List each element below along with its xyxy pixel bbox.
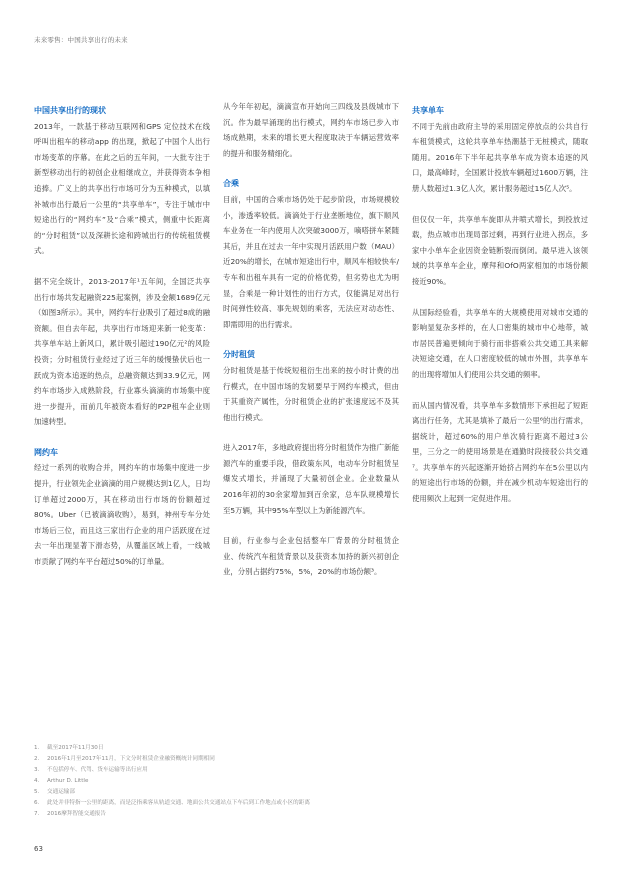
- section-heading-bike-sharing: 共享单车: [412, 106, 444, 115]
- paragraph: 从今年年初起，滴滴宣布开始向三四线及县级城市下沉。作为最早涌现的出行模式，网约车市场已步入市场成熟期，未来的增长更大程度取决于车辆运营效率的提升和服务精细化。: [223, 102, 399, 158]
- paragraph: 从国际经验看，共享单车的大规模使用对城市交通的影响显复杂多样的，在人口密集的城市中心地带，城市居民普遍更倾向于骑行而非搭乘公共交通工具来解决短途交通，在人口密度较低的城市外围，共享单车的出现将增加人们使用公共交通的频率。: [412, 307, 588, 379]
- footnote: 3. 不包括停车、代驾、货车运输等出行应用: [34, 767, 148, 773]
- footnotes: [34, 743, 594, 820]
- section-heading-ride-hailing: 网约车: [34, 447, 58, 457]
- paragraph: 分时租赁是基于传统短租衍生出来的按小时计费的出行模式，在中国市场的发轫要早于网约车模式，但由于其重资产属性，分时租赁企业的扩张速度远不及其他出行模式。: [223, 365, 399, 422]
- footnote: 4. Arthur D. Little: [34, 778, 89, 784]
- footnote: 7. 2016摩拜智能交通报告: [34, 811, 106, 817]
- paragraph: 经过一系列的收购合并，网约车的市场集中度进一步提升，行业领先企业滴滴的用户规模达到1亿人，日均订单超过2000万，其在移动出行市场的份额超过80%。Uber（已被滴滴收购），易到，神州专车分处市场后三位，而且这三家出行企业的用户活跃度在过去一年出现显著下滑态势，从覆盖区域上看，一线城市贡献了网约车平台超过50%的订单量。: [34, 463, 210, 567]
- page-number: 63: [34, 845, 43, 853]
- paragraph: 不同于先前由政府主导的采用固定停放点的公共自行车租赁模式，这轮共享单车热潮基于无桩模式，随取随用。2016年下半年起共享单车成为资本追逐的风口，最高峰时，全国累计投放车辆超过1600万辆，注册人数超过1.3亿人次，累计服务超过15亿人次⁵。: [412, 121, 588, 193]
- column-1: [34, 103, 210, 585]
- paragraph: 目前，中国的合乘市场仍处于起步阶段，市场规模较小，渗透率较低。滴滴处于行业垄断地位，旗下顺风车业务在一年内使用人次突破3000万，嘀嗒拼车紧随其后，并且在过去一年中实现月活跃用户数（MAU）近20%的增长，在城市短途出行中，顺风车相较快车/专车和出租车具有一定的价格优势，但劣势也尤为明显，合乘是一种计划性的出行方式，仅能满足对出行时间弹性较高、事先规划的乘客，无法应对动态性、即需即用的出行需求。: [223, 194, 399, 329]
- paragraph: 进入2017年，多地政府提出将分时租赁作为推广新能源汽车的重要手段，借政策东风，电动车分时租赁呈爆发式增长，并涌现了大量初创企业。企业数量从2016年初的30余家增加到百余家，总车队规模增长至5万辆，其中95%车型以上为新能源汽车。: [223, 443, 399, 515]
- column-2: [223, 99, 399, 595]
- paragraph: 而从国内情况看，共享单车多数情形下承担起了短距离出行任务，尤其是填补了最后一公里⁶的出行需求，据统计，超过60%的用户单次骑行距离不超过3公里，三分之一的使用场景是在通勤时段接驳公共交通⁷。共享单车的兴起逐渐开始挤占网约车在5公里以内的短途出行市场的份额，并在减少机动车短途出行的使用频次上起到一定促进作用。: [412, 400, 588, 504]
- section-heading-carpool: 合乘: [223, 179, 239, 189]
- paragraph: 2013年，一款基于移动互联网和GPS 定位技术在线呼叫出租车的移动app 的出现，掀起了中国个人出行市场变革的序幕。在此之后的五年间，一大批专注于新型移动出行的初创企业相继成立，并获得资本争相追捧。广义上的共享出行市场可分为五种模式，以填补城市出行最后一公里的“共享单车”，专注于城市中短途出行的“网约车”及“合乘”模式，侧重中长距离的“分时租赁”以及深耕长途和跨城出行的传统租赁模式。: [34, 121, 210, 256]
- footnote: 6. 此处并非特指一公里的距离，而是泛指乘客从轨道交通、地面公共交通站点下车后到工作地点或小区的距离: [34, 800, 310, 806]
- paragraph: 但仅仅一年，共享单车旋即从井喷式增长，到投放过载，热点城市出现局部过剩，再到行业进入拐点，多家中小单车企业因资金链断裂而倒闭。最早进入该领域的共享单车企业，摩拜和OfO两家相加的市场份额接近90%。: [412, 214, 588, 286]
- paragraph: 据不完全统计，2013-2017年¹五年间，全国泛共享出行市场共发起融资225起案例，涉及金额1689亿元（如图3所示）。其中，网约车行业吸引了超过8成的融资额。但自去年起，共享出行市场迎来新一轮变革：共享单车站上新风口，累计吸引超过190亿元²的风险投资；分时租赁行业经过了近三年的缓慢蛰伏后也一跃成为资本追逐的热点，总融资额达到33.9亿元，网约车市场步入成熟阶段，行业寡头滴滴的市场集中度进一步提升，而前几年被资本看好的P2P租车企业则加速转型。: [34, 276, 210, 427]
- section-heading-car-sharing: 分时租赁: [223, 350, 255, 360]
- paragraph: 目前，行业参与企业包括整车厂背景的分时租赁企业、传统汽车租赁背景以及获资本加持的新兴初创企业，分别占据约75%，5%，20%的市场份额³。: [223, 536, 399, 577]
- column-3: [412, 103, 588, 522]
- footnote: 5. 交通运输部: [34, 789, 75, 795]
- footnote: 2. 2016年1月至2017年11月，下文分时租赁企业融资概统计同期相同: [34, 756, 215, 762]
- running-header: 未来零售：中国共享出行的未来: [34, 36, 128, 44]
- section-heading-status: 中国共享出行的现状: [34, 106, 106, 115]
- footnote: 1. 截至2017年11月30日: [34, 745, 104, 751]
